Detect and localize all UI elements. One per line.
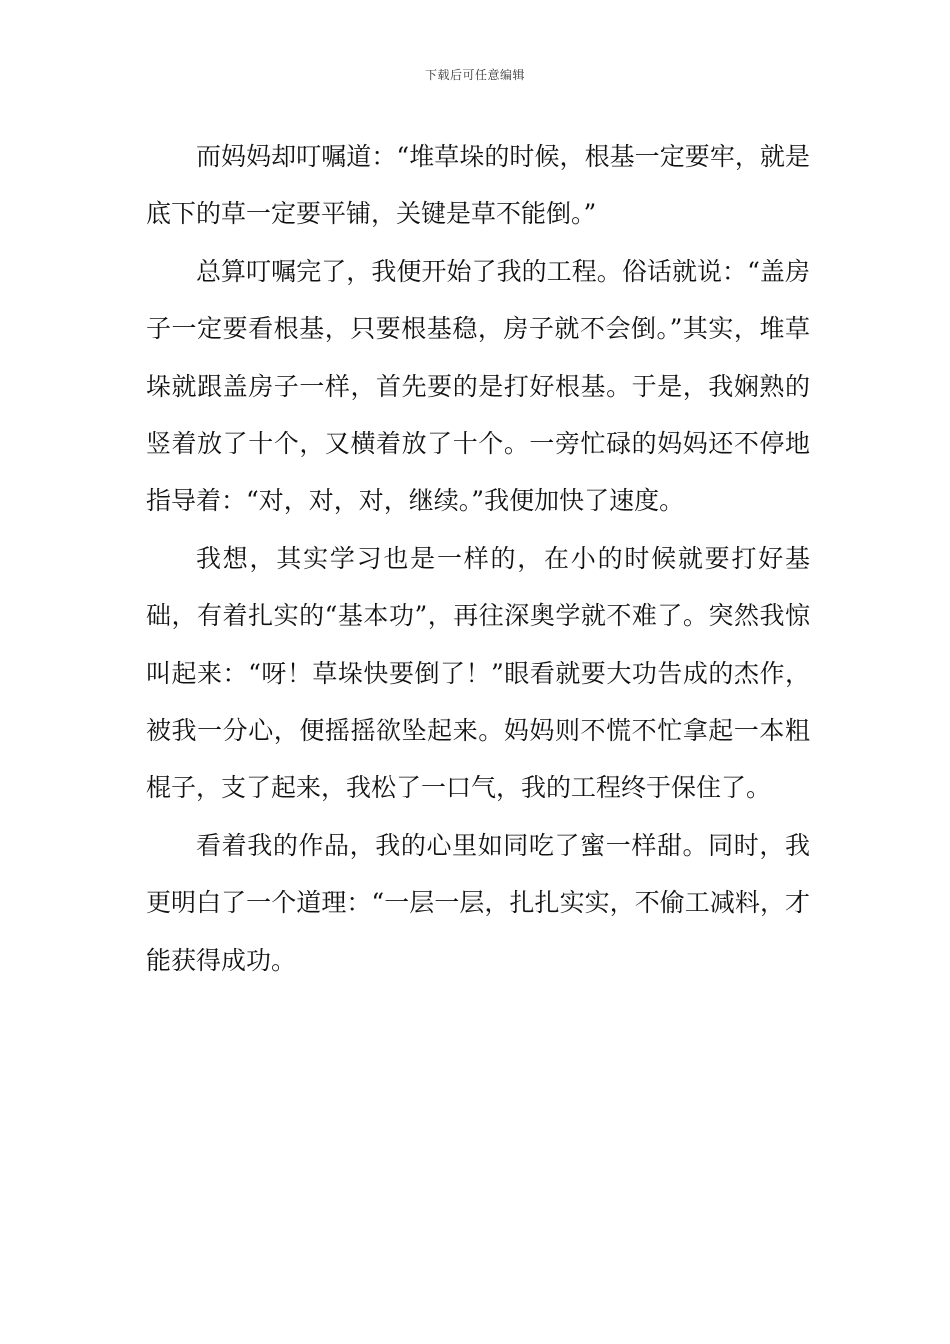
paragraph: 而妈妈却叮嘱道：“堆草垛的时候，根基一定要牢，就是底下的草一定要平铺，关键是草不能倒。” — [146, 142, 810, 229]
paragraph: 总算叮嘱完了，我便开始了我的工程。俗话就说：“盖房子一定要看根基，只要根基稳，房子就不会倒。”其实，堆草垛就跟盖房子一样，首先要的是打好根基。于是，我娴熟的竖着放了十个，又横着放了十个。一旁忙碌的妈妈还不停地指导着：“对，对，对，继续。”我便加快了速度。 — [146, 256, 810, 516]
paragraph: 我想，其实学习也是一样的，在小的时候就要打好基础，有着扎实的“基本功”，再往深奥学就不难了。突然我惊叫起来：“呀！草垛快要倒了！”眼看就要大功告成的杰作，被我一分心，便摇摇欲坠起来。妈妈则不慌不忙拿起一本粗棍子，支了起来，我松了一口气，我的工程终于保住了。 — [146, 543, 810, 803]
page-header: 下载后可任意编辑 — [424, 68, 525, 82]
document-body — [146, 128, 810, 989]
paragraph: 看着我的作品，我的心里如同吃了蜜一样甜。同时，我更明白了一个道理：“一层一层，扎扎实实，不偷工减料，才能获得成功。 — [146, 830, 810, 975]
